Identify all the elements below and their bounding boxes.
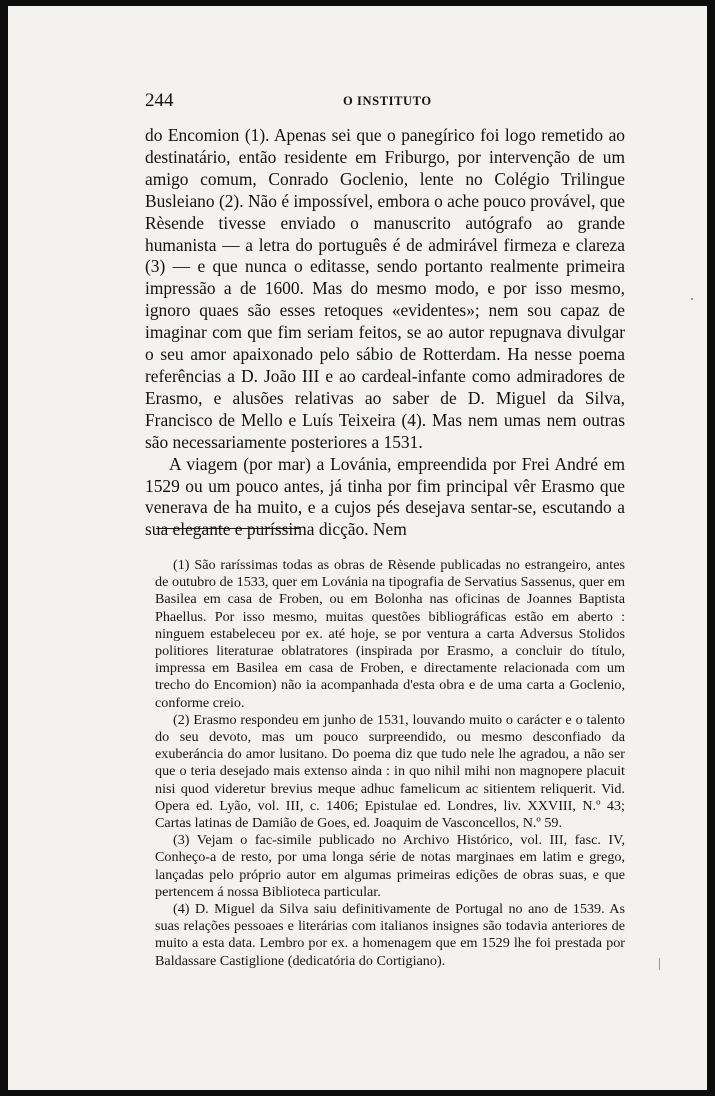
main-text	[145, 125, 625, 541]
body-paragraph: A viagem (por mar) a Lovánia, empreendida por Frei André em 1529 ou um pouco antes, já tinha por fim principal vêr Erasmo que venerava de ha muito, e a cujos pés desejava sentar-se, escutando a sua elegante e puríssima dicção. Nem	[145, 453, 625, 540]
book-page	[8, 6, 707, 1090]
footnote-separator	[156, 528, 299, 529]
running-title: O INSTITUTO	[343, 94, 432, 108]
footnote-1: (1) São raríssimas todas as obras de Rèsende publicadas no estrangeiro, antes de outubro de 1533, quer em Lovánia na tipografia de Servatius Sassenus, quer em Basilea em casa de Froben, ou em Bolonha nas oficinas de Joannes Baptista Phaellus. Por isso mesmo, muitas questões bibliográficas estão em aberto : ninguem estabeleceu por ex. até hoje, se por ventura a carta Adversus Stolidos politiores literaturae oblatratores (inspirada por Erasmo, a concluir do título, impressa em Basilea em casa de Froben, e directamente relacionada com um trecho do Encomion) não ia acompanhada d'esta obra e de uma carta a Goclenio, conforme creio.	[155, 557, 625, 711]
footnote-3: (3) Vejam o fac-simile publicado no Archivo Histórico, vol. III, fasc. IV, Conheço-a de resto, por uma longa série de notas marginaes em latim e grego, lançadas pelo próprio autor em algumas primeiras edições de obras suas, e que pertencem á nossa Biblioteca particular.	[155, 832, 625, 900]
footnotes	[155, 557, 625, 970]
page-header	[145, 90, 625, 114]
body-paragraph: do Encomion (1). Apenas sei que o panegírico foi logo remetido ao destinatário, então residente em Friburgo, por intervenção de um amigo comum, Conrado Goclenio, lente no Colégio Trilingue Busleiano (2). Não é impossível, embora o ache pouco provável, que Rèsende tivesse enviado o manuscrito autógrafo ao grande humanista — a letra do português é de admirável firmeza e clareza (3) — e que nunca o editasse, sendo portanto realmente primeira impressão a de 1600. Mas do mesmo modo, e por isso mesmo, ignoro quaes são esses retoques «evidentes»; nem sou capaz de imaginar com que fim seriam feitos, se ao autor repugnava divulgar o seu amor apaixonado pelo sábio de Rotterdam. Ha nesse poema referências a D. João III e ao cardeal-infante como admiradores de Erasmo, e alusões relativas ao saber de D. Miguel da Silva, Francisco de Mello e Luís Teixeira (4). Mas nem umas nem outras são necessariamente posteriores a 1531.	[145, 125, 625, 452]
paper-speck	[659, 958, 660, 970]
footnote-2: (2) Erasmo respondeu em junho de 1531, louvando muito o carácter e o talento do seu devoto, mas um pouco surpreendido, ou mesmo desconfiado da exuberáncia do amor lusitano. Do poema diz que tudo nele lhe agradou, a não ser que o teria desejado mais extenso ainda : in quo nihil mihi non magnopere placuit nisi quod videretur brevius meque adhuc famelicum ac sitientem reliquerit. Vid. Opera ed. Lyão, vol. III, c. 1406; Epistulae ed. Londres, liv. XXVIII, N.º 43; Cartas latinas de Damião de Goes, ed. Joaquim de Vasconcellos, N.º 59.	[155, 711, 625, 832]
paper-speck	[691, 298, 693, 300]
footnote-4: (4) D. Miguel da Silva saiu definitivamente de Portugal no ano de 1539. As suas relações pessoaes e literárias com italianos insignes são todavia anteriores de muito a esta data. Lembro por ex. a homenagem que em 1529 lhe foi prestada por Baldassare Castiglione (dedicatória do Cortigiano).	[155, 901, 625, 969]
page-number: 244	[145, 90, 174, 111]
